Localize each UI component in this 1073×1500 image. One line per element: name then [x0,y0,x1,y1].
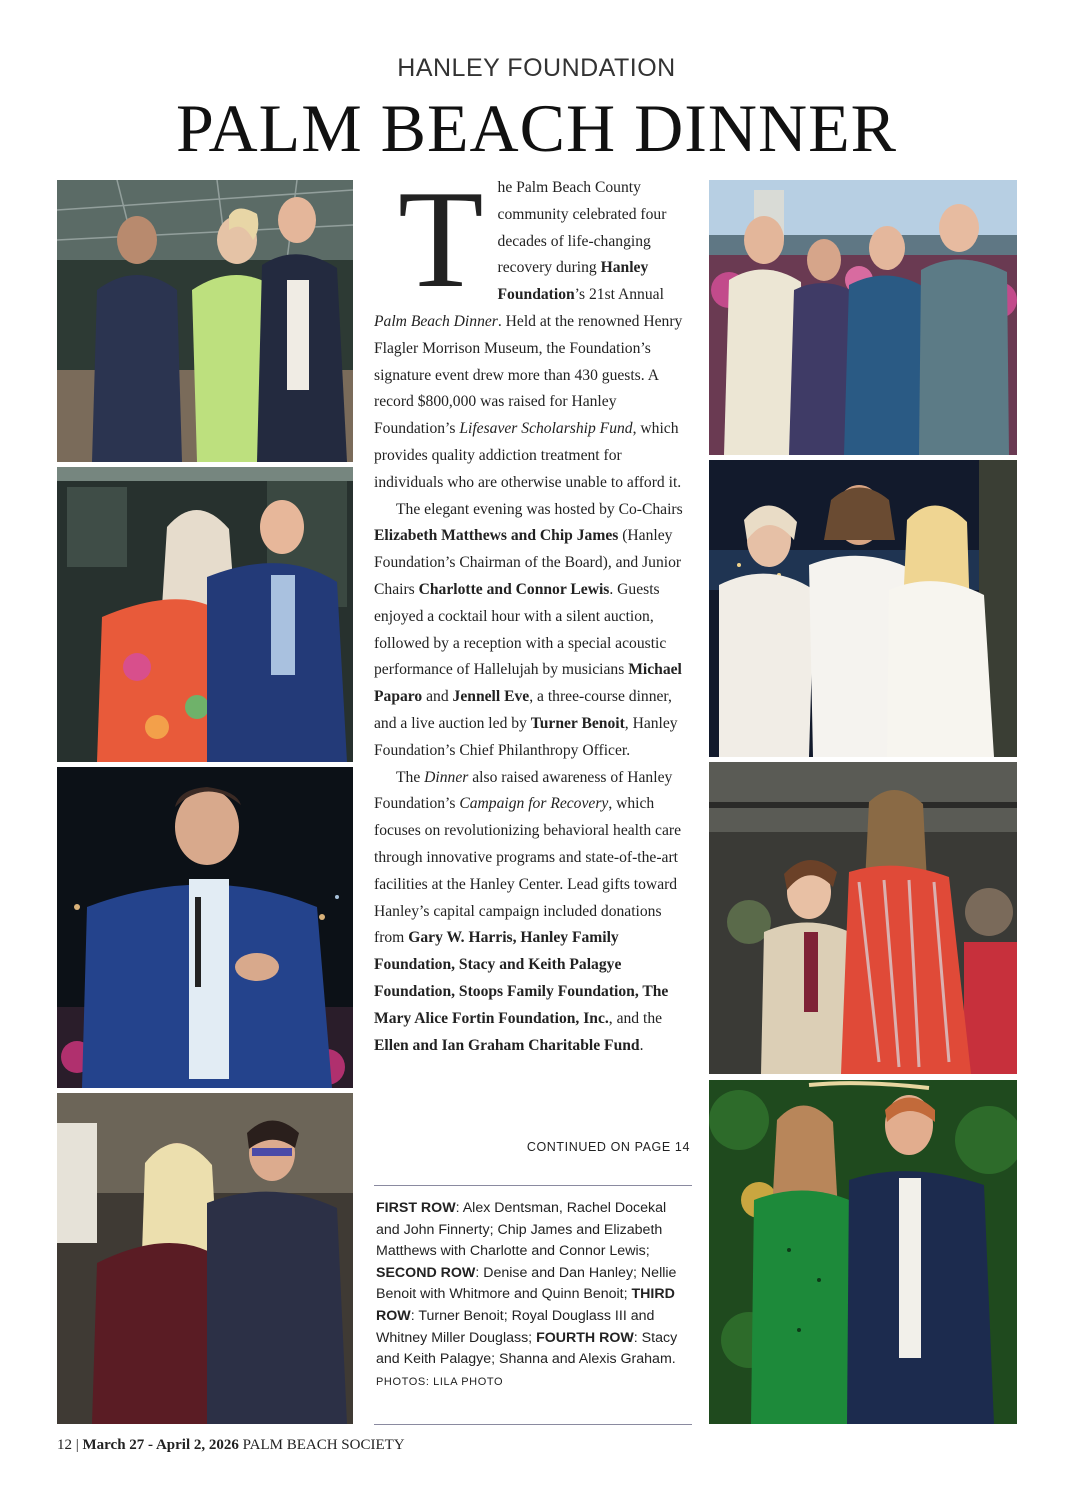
paragraph-run-italic: Palm Beach Dinner [374,312,498,330]
paragraph-run-text: also raised awareness of Hanley Foundation’s [374,768,673,813]
paragraph-run-italic: Lifesaver Scholarship Fund [459,420,633,438]
paragraph-run-bold: Turner Benoit [530,714,625,732]
continued-note: CONTINUED ON PAGE 14 [526,1140,690,1154]
photo-row4-right [709,1080,1017,1424]
article-paragraph [374,497,692,765]
caption-top-rule [374,1185,692,1186]
photo-row3-left [57,767,353,1088]
paragraph-run-bold: Ellen and Ian Graham Charitable Fund [374,1036,640,1054]
caption-bottom-rule [374,1424,692,1425]
paragraph-run-bold: Hanley Foundation [497,259,649,304]
paragraph-run-bold: Elizabeth Matthews and Chip James [374,527,619,545]
paragraph-run-italic: Campaign for Recovery [459,795,609,813]
paragraph-run-text: The [396,768,425,786]
caption-run-text: : Denise and Dan Hanley; Nellie Benoit with Whitmore and Quinn Benoit; [376,1264,677,1303]
paragraph-run-bold: Gary W. Harris, Hanley Family Foundation, Stacy and Keith Palagye Foundation, Stoops Family Foundation, The Mary Alice Fortin Foundation, Inc. [374,929,669,1027]
page-title: PALM BEACH DINNER [175,90,897,166]
paragraph-run-text: , a three-course dinner, and a live auction led by [374,688,672,732]
publication-name: PALM BEACH SOCIETY [242,1437,405,1453]
paragraph-run-text: The elegant evening was hosted by Co-Chairs [396,500,683,518]
paragraph-run-text: . Held at the renowned Henry Flagler Morrison Museum, the Foundation’s signature event drew more than 430 guests. A record $800,000 was raised for Hanley Foundation’s [374,312,683,438]
issue-dates: March 27 - April 2, 2026 [82,1437,239,1453]
paragraph-run-text: . [639,1036,644,1054]
caption-run-text: : Stacy and Keith Palagye; Shanna and Alexis Graham. [376,1329,678,1368]
photo-credit: PHOTOS: LILA PHOTO [376,1375,504,1388]
photo-row3-right [709,762,1017,1074]
caption-run-text: : Alex Dentsman, Rachel Docekal and John Finnerty; Chip James and Elizabeth Matthews with Charlotte and Connor Lewis; [376,1200,667,1260]
photo-row2-left [57,467,353,762]
paragraph-run-text: . Guests enjoyed a cocktail hour with a silent auction, followed by a reception with a special acoustic performance of Hallelujah by musicians [374,580,667,679]
paragraph-run-text: he Palm Beach County community celebrated four decades of life-changing recovery during [497,179,667,277]
caption-run-bold: FIRST ROW [376,1200,456,1216]
paragraph-run-text: , which focuses on revolutionizing behavioral health care through innovative programs and state-of-the-art facilities at the Hanley Center. Lead gifts toward Hanley’s capital campaign included donations from [374,795,681,947]
paragraph-run-bold: Michael Paparo [374,661,682,706]
photo-row2-right [709,460,1017,757]
paragraph-run-bold: Charlotte and Connor Lewis [418,580,610,598]
paragraph-run-italic: Dinner [424,768,469,786]
caption-run-bold: SECOND ROW [376,1264,476,1281]
photo-caption [376,1198,688,1393]
drop-cap: T [398,162,484,317]
page-number: 12 [57,1437,72,1453]
caption-run-text: : Turner Benoit; Royal Douglass III and Whitney Miller Douglass; [376,1307,655,1346]
footer-separator: | [75,1437,79,1453]
photo-row1-left [57,180,353,462]
paragraph-run-bold: Jennell Eve [452,688,530,706]
paragraph-run-text: ’s 21st Annual [574,286,664,304]
paragraph-run-text: , and the [608,1009,663,1027]
page-footer [57,1437,405,1454]
caption-run-bold: THIRD ROW [376,1286,675,1324]
photo-row4-left [57,1093,353,1424]
article-body [374,162,692,1059]
article-paragraph [374,765,692,1060]
section-kicker: HANLEY FOUNDATION [397,54,676,82]
caption-text [376,1200,677,1367]
paragraph-run-text: , which provides quality addiction treatment for individuals who are otherwise unable to afford it. [374,420,682,491]
caption-run-bold: FOURTH ROW [536,1329,634,1346]
paragraph-run-text: (Hanley Foundation’s Chairman of the Board), and Junior Chairs [374,527,682,598]
paragraph-run-text: and [422,688,453,706]
paragraph-run-text: , Hanley Foundation’s Chief Philanthropy Officer. [374,714,678,759]
photo-row1-right [709,180,1017,455]
